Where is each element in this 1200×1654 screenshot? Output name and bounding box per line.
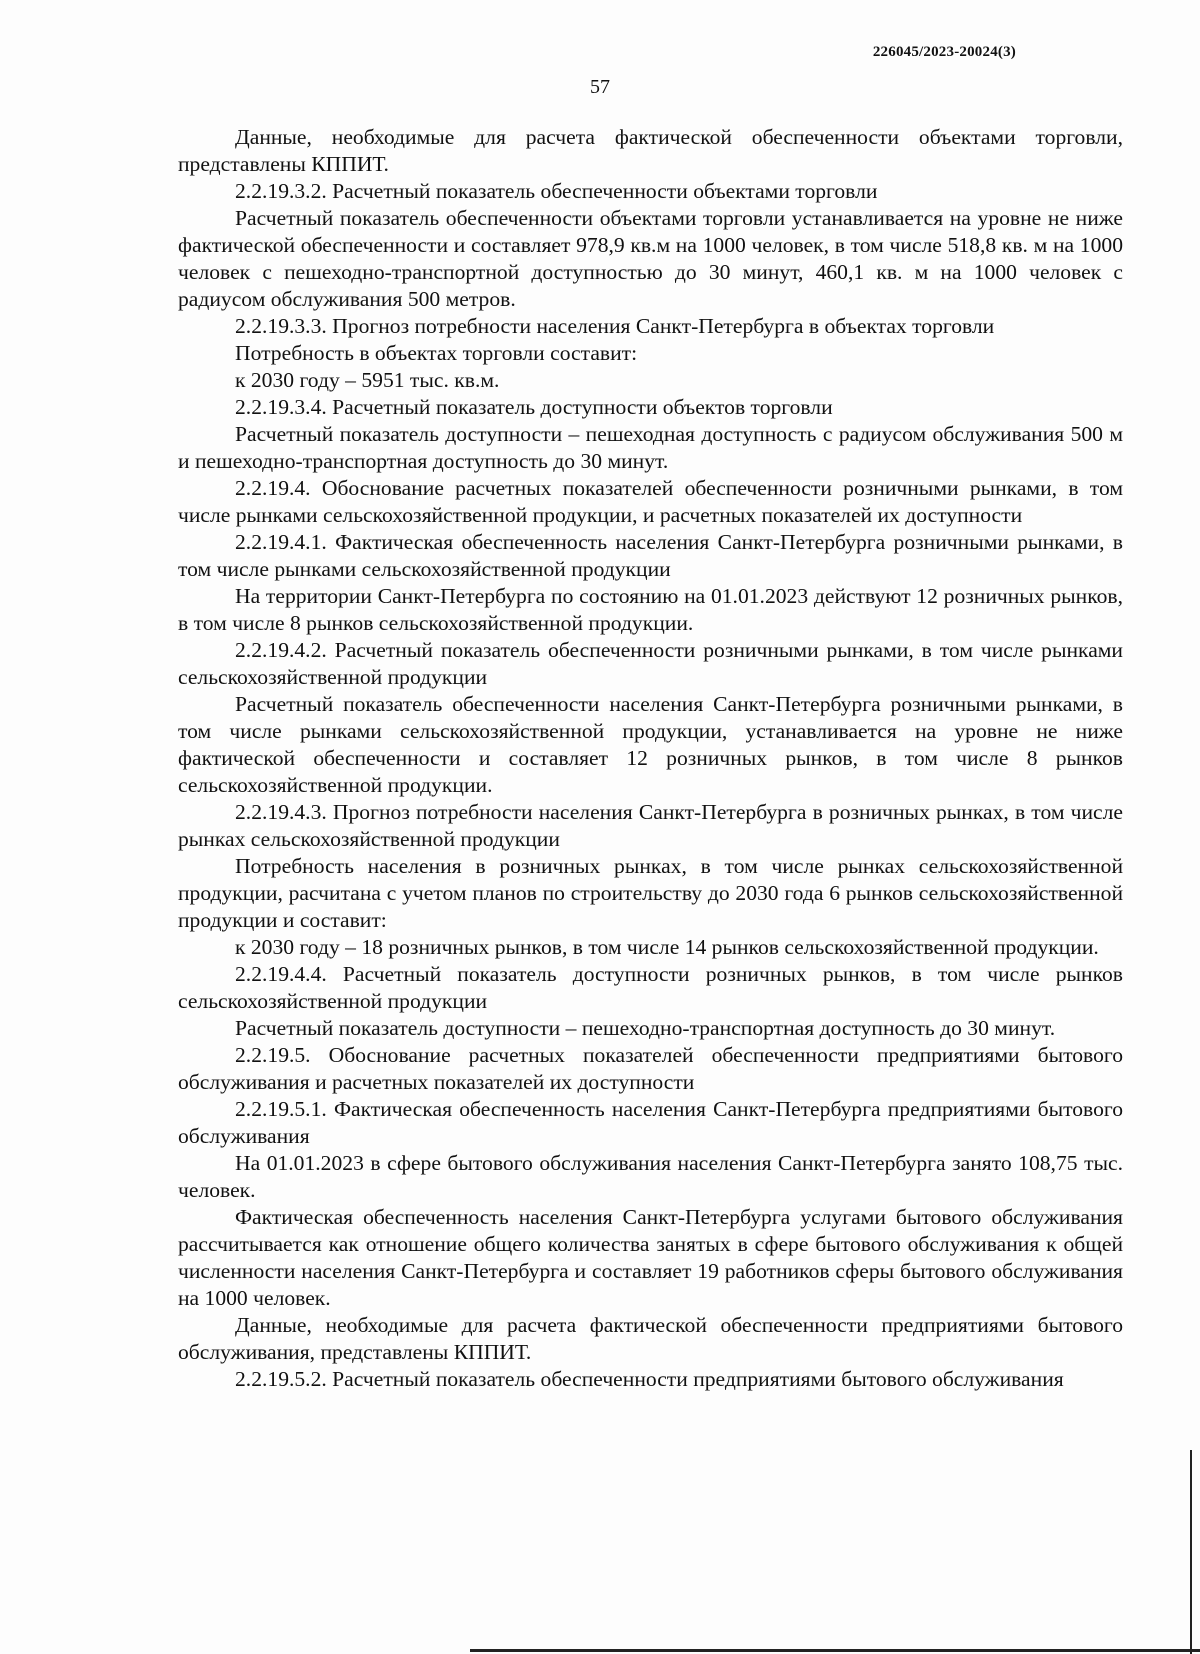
section-heading-2-2-19-4-2: 2.2.19.4.2. Расчетный показатель обеспеченности розничными рынками, в том числе рынками сельскохозяйственной продукции bbox=[178, 638, 1123, 689]
paragraph-markets-current: На территории Санкт-Петербурга по состоянию на 01.01.2023 действуют 12 розничных рынков, в том числе 8 рынков сельскохозяйственной продукции. bbox=[178, 584, 1123, 635]
section-heading-2-2-19-5-1: 2.2.19.5.1. Фактическая обеспеченность населения Санкт-Петербурга предприятиями бытового обслуживания bbox=[178, 1097, 1123, 1148]
paragraph-trade-accessibility: Расчетный показатель доступности – пешеходная доступность с радиусом обслуживания 500 м и пешеходно-транспортная доступность до 30 минут. bbox=[178, 422, 1123, 473]
paragraph-markets-demand-2030: к 2030 году – 18 розничных рынков, в том числе 14 рынков сельскохозяйственной продукции. bbox=[235, 935, 1099, 959]
paragraph-services-employed: На 01.01.2023 в сфере бытового обслуживания населения Санкт-Петербурга занято 108,75 тыс. человек. bbox=[178, 1151, 1123, 1202]
paragraph-services-actual: Фактическая обеспеченность населения Санкт-Петербурга услугами бытового обслуживания рассчитывается как отношение общего количества занятых в сфере бытового обслуживания к общей численности населения Санкт-Петербурга и составляет 19 работников сферы бытового обслуживания на 1000 человек. bbox=[178, 1205, 1123, 1310]
section-heading-2-2-19-3-3: 2.2.19.3.3. Прогноз потребности населения Санкт-Петербурга в объектах торговли bbox=[235, 314, 995, 338]
page-number: 57 bbox=[590, 76, 610, 98]
document-registration-code: 226045/2023-20024(3) bbox=[872, 44, 1016, 60]
paragraph-markets-norm: Расчетный показатель обеспеченности населения Санкт-Петербурга розничными рынками, в том числе рынками сельскохозяйственной продукции, устанавливается на уровне не ниже фактической обеспеченности и составляет 12 розничных рынков, в том числе 8 рынков сельскохозяйственной продукции. bbox=[178, 692, 1123, 797]
paragraph-trade-demand-intro: Потребность в объектах торговли составит: bbox=[235, 341, 638, 365]
section-heading-2-2-19-4: 2.2.19.4. Обоснование расчетных показателей обеспеченности розничными рынками, в том числе рынками сельскохозяйственной продукции, и расчетных показателей их доступности bbox=[178, 476, 1123, 527]
section-heading-2-2-19-3-4: 2.2.19.3.4. Расчетный показатель доступности объектов торговли bbox=[235, 395, 833, 419]
section-heading-2-2-19-4-4: 2.2.19.4.4. Расчетный показатель доступности розничных рынков, в том числе рынков сельскохозяйственной продукции bbox=[178, 962, 1123, 1013]
section-heading-2-2-19-4-1: 2.2.19.4.1. Фактическая обеспеченность населения Санкт-Петербурга розничными рынками, в том числе рынками сельскохозяйственной продукции bbox=[178, 530, 1123, 581]
section-heading-2-2-19-3-2: 2.2.19.3.2. Расчетный показатель обеспеченности объектами торговли bbox=[235, 179, 878, 203]
section-heading-2-2-19-5: 2.2.19.5. Обоснование расчетных показателей обеспеченности предприятиями бытового обслуживания и расчетных показателей их доступности bbox=[178, 1043, 1123, 1094]
section-heading-2-2-19-4-3: 2.2.19.4.3. Прогноз потребности населения Санкт-Петербурга в розничных рынках, в том числе рынках сельскохозяйственной продукции bbox=[178, 800, 1123, 851]
paragraph-markets-demand-intro: Потребность населения в розничных рынках, в том числе рынках сельскохозяйственной продукции, расчитана с учетом планов по строительству до 2030 года 6 рынков сельскохозяйственной продукции и составит: bbox=[178, 854, 1123, 932]
paragraph-trade-data-source: Данные, необходимые для расчета фактической обеспеченности объектами торговли, представлены КППИТ. bbox=[178, 125, 1123, 176]
paragraph-trade-demand-2030: к 2030 году – 5951 тыс. кв.м. bbox=[235, 368, 500, 392]
paragraph-services-data-source: Данные, необходимые для расчета фактической обеспеченности предприятиями бытового обслуживания, представлены КППИТ. bbox=[178, 1313, 1123, 1364]
paragraph-trade-norm: Расчетный показатель обеспеченности объектами торговли устанавливается на уровне не ниже фактической обеспеченности и составляет 978,9 кв.м на 1000 человек, в том числе 518,8 кв. м на 1000 человек с пешеходно-транспортной доступностью до 30 минут, 460,1 кв. м на 1000 человек с радиусом обслуживания 500 метров. bbox=[178, 206, 1123, 311]
scan-edge-line bbox=[1190, 1450, 1192, 1654]
scan-bottom-line bbox=[470, 1649, 1200, 1652]
section-heading-2-2-19-5-2: 2.2.19.5.2. Расчетный показатель обеспеченности предприятиями бытового обслуживания bbox=[235, 1367, 1064, 1391]
paragraph-markets-accessibility: Расчетный показатель доступности – пешеходно-транспортная доступность до 30 минут. bbox=[235, 1016, 1056, 1040]
document-body bbox=[178, 124, 1123, 1393]
